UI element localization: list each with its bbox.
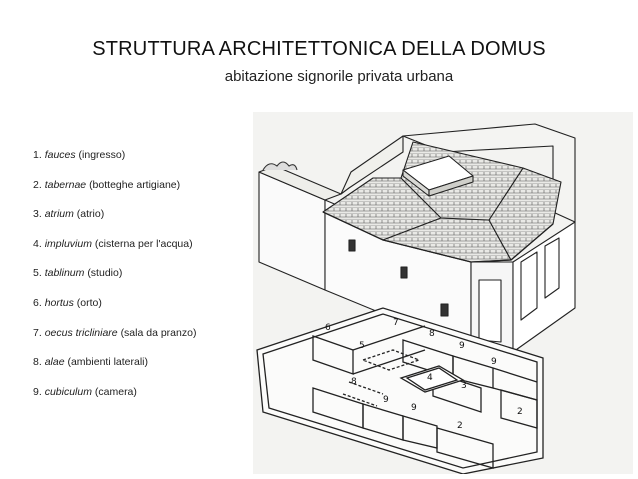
plan-label-9: 9	[491, 357, 497, 367]
legend-item: 7. oecus tricliniare (sala da pranzo)	[33, 326, 197, 339]
plan-label-6: 6	[325, 323, 331, 333]
plan-label-8: 8	[429, 329, 435, 339]
legend-item: 2. tabernae (botteghe artigiane)	[33, 178, 181, 191]
slide-subtitle: abitazione signorile privata urbana	[224, 68, 454, 85]
plan-label-4: 4	[427, 373, 433, 383]
legend-item: 5. tablinum (studio)	[33, 267, 123, 280]
plan-label-3: 3	[461, 381, 467, 391]
plan-label-7: 7	[393, 318, 399, 328]
plan-label-5: 5	[359, 341, 365, 351]
slide-title: STRUTTURA ARCHITETTONICA DELLA DOMUS	[92, 38, 546, 60]
legend-item: 8. alae (ambienti laterali)	[33, 356, 148, 369]
legend-item: 4. impluvium (cisterna per l'acqua)	[33, 237, 193, 250]
plan-label-9: 9	[459, 341, 465, 351]
legend-item: 9. cubiculum (camera)	[33, 385, 137, 398]
domus-illustration	[253, 112, 633, 474]
plan-label-9: 9	[383, 395, 389, 405]
plan-label-9: 9	[411, 403, 417, 413]
legend-list	[33, 148, 263, 414]
legend-item: 1. fauces (ingresso)	[33, 149, 126, 161]
plan-label-2: 2	[517, 407, 523, 417]
plan-label-2: 2	[457, 421, 463, 431]
plan-label-8: 8	[351, 377, 357, 387]
legend-item: 6. hortus (orto)	[33, 296, 102, 309]
legend-item: 3. atrium (atrio)	[33, 208, 105, 221]
